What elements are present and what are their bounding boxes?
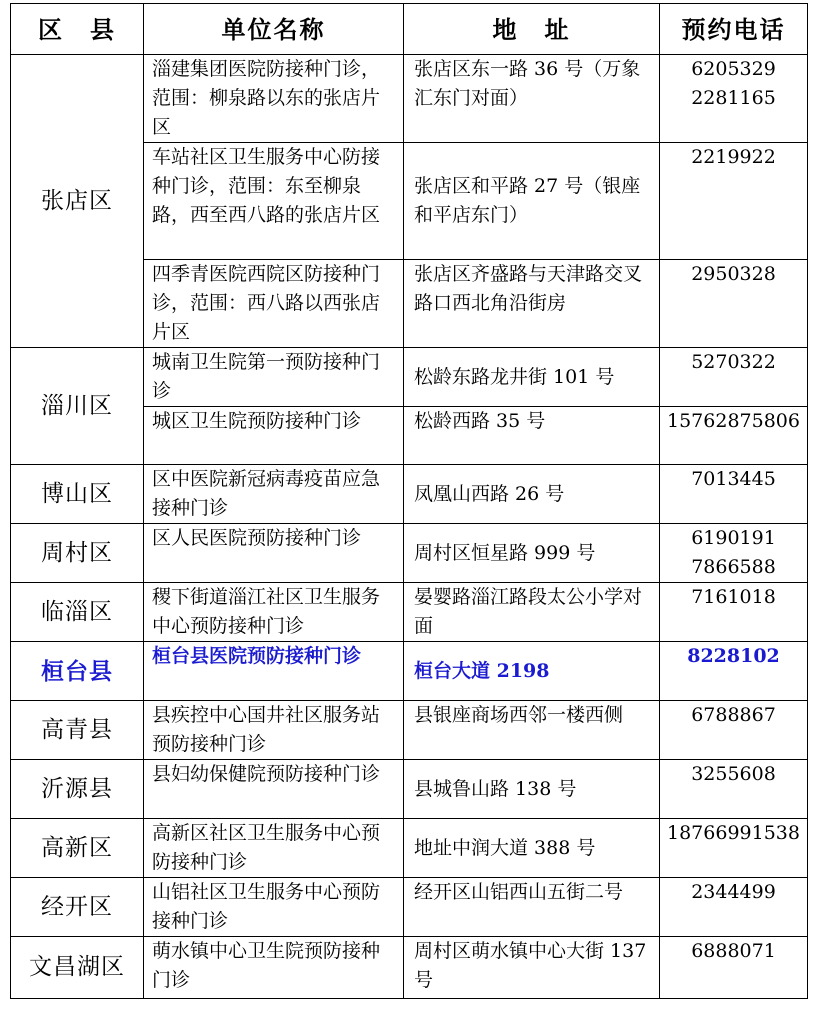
table-row [11,583,808,642]
address-cell: 晏婴路淄江路段太公小学对面 [404,583,660,642]
unit-name-cell: 山铝社区卫生服务中心预防接种门诊 [144,878,404,937]
phone-cell [660,819,808,878]
phone-number: 6190191 [691,527,776,549]
district-cell: 高青县 [11,701,144,760]
table-row [11,878,808,937]
phone-cell [660,55,808,143]
address-cell: 经开区山铝西山五街二号 [404,878,660,937]
unit-name-cell: 县妇幼保健院预防接种门诊 [144,760,404,819]
phone-cell [660,937,808,999]
address-cell: 县城鲁山路 138 号 [404,760,660,819]
unit-name-cell: 四季青医院西院区防接种门诊，范围：西八路以西张店片区 [144,260,404,348]
phone-number: 2344499 [691,881,776,903]
phone-cell [660,701,808,760]
district-cell: 沂源县 [11,760,144,819]
header-unit: 单位名称 [144,4,404,55]
unit-name-cell: 县疾控中心国井社区服务站预防接种门诊 [144,701,404,760]
phone-number: 7161018 [691,586,776,608]
phone-cell [660,524,808,583]
district-cell: 博山区 [11,465,144,524]
phone-cell [660,760,808,819]
phone-cell [660,348,808,407]
phone-number: 6788867 [691,704,776,726]
district-cell: 淄川区 [11,348,144,465]
district-cell: 周村区 [11,524,144,583]
unit-name-cell: 高新区社区卫生服务中心预防接种门诊 [144,819,404,878]
table-row [11,465,808,524]
phone-number: 6205329 [691,58,776,80]
unit-name-cell: 淄建集团医院防接种门诊，范围：柳泉路以东的张店片区 [144,55,404,143]
unit-name-cell: 桓台县医院预防接种门诊 [144,642,404,701]
table-row [11,937,808,999]
phone-number: 6888071 [691,940,776,962]
table-row [11,701,808,760]
vaccination-clinic-table [10,3,808,999]
phone-number: 8228102 [687,645,780,667]
address-cell: 周村区萌水镇中心大街 137 号 [404,937,660,999]
address-cell: 张店区东一路 36 号（万象汇东门对面） [404,55,660,143]
phone-cell [660,583,808,642]
unit-name-cell: 区人民医院预防接种门诊 [144,524,404,583]
phone-cell [660,878,808,937]
phone-cell [660,143,808,260]
phone-number: 2950328 [691,263,776,285]
address-cell: 张店区和平路 27 号（银座和平店东门） [404,143,660,260]
unit-name-cell: 车站社区卫生服务中心防接种门诊，范围：东至柳泉路，西至西八路的张店片区 [144,143,404,260]
phone-cell [660,407,808,465]
table-row [11,55,808,143]
district-cell: 桓台县 [11,642,144,701]
phone-number: 2281165 [691,87,776,109]
address-cell: 松龄西路 35 号 [404,407,660,465]
table-row [11,760,808,819]
vaccination-clinic-table-container [10,3,807,999]
district-cell: 文昌湖区 [11,937,144,999]
address-cell: 松龄东路龙井街 101 号 [404,348,660,407]
unit-name-cell: 萌水镇中心卫生院预防接种门诊 [144,937,404,999]
phone-number: 2219922 [691,146,776,168]
phone-number: 7866588 [691,556,776,578]
header-district: 区 县 [11,4,144,55]
phone-number: 18766991538 [667,822,800,844]
phone-number: 7013445 [691,468,776,490]
unit-name-cell: 稷下街道淄江社区卫生服务中心预防接种门诊 [144,583,404,642]
phone-cell [660,642,808,701]
table-row [11,348,808,407]
unit-name-cell: 城区卫生院预防接种门诊 [144,407,404,465]
phone-cell [660,465,808,524]
table-body [11,55,808,999]
table-row [11,524,808,583]
phone-number: 3255608 [691,763,776,785]
address-cell: 周村区恒星路 999 号 [404,524,660,583]
phone-cell [660,260,808,348]
address-cell: 凤凰山西路 26 号 [404,465,660,524]
unit-name-cell: 城南卫生院第一预防接种门诊 [144,348,404,407]
unit-name-cell: 区中医院新冠病毒疫苗应急接种门诊 [144,465,404,524]
district-cell: 高新区 [11,819,144,878]
table-header-row [11,4,808,55]
header-address: 地 址 [404,4,660,55]
address-cell: 县银座商场西邻一楼西侧 [404,701,660,760]
district-cell: 张店区 [11,55,144,348]
phone-number: 5270322 [691,351,776,373]
table-row [11,642,808,701]
phone-number: 15762875806 [667,410,800,432]
district-cell: 经开区 [11,878,144,937]
table-row [11,819,808,878]
header-phone: 预约电话 [660,4,808,55]
address-cell: 张店区齐盛路与天津路交叉路口西北角沿街房 [404,260,660,348]
district-cell: 临淄区 [11,583,144,642]
address-cell: 地址中润大道 388 号 [404,819,660,878]
address-cell: 桓台大道 2198 [404,642,660,701]
